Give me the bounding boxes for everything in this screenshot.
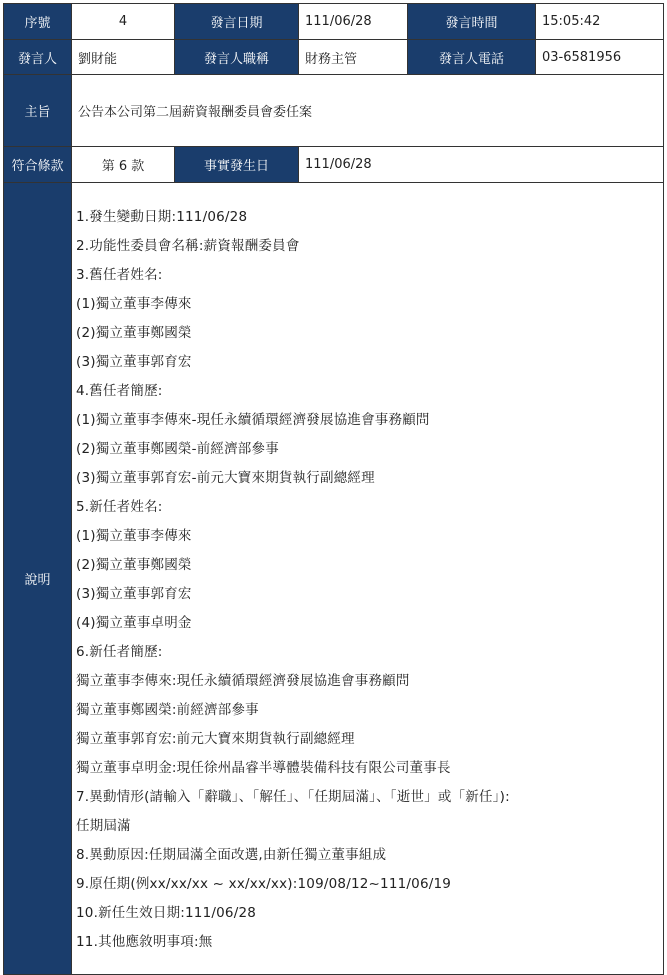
description-line: 獨立董事鄭國榮:前經濟部參事 xyxy=(76,702,259,718)
description-line: (3)獨立董事郭育宏 xyxy=(76,354,192,370)
description-line: 9.原任期(例xx/xx/xx ~ xx/xx/xx):109/08/12~111/06/19 xyxy=(76,876,452,892)
description-line: (4)獨立董事卓明金 xyxy=(76,615,192,631)
description-line: 3.舊任者姓名: xyxy=(76,267,163,283)
description-line: 8.異動原因:任期屆滿全面改選,由新任獨立董事組成 xyxy=(76,847,387,863)
row-description xyxy=(4,183,664,975)
announcement-table xyxy=(3,3,664,975)
event-date-value: 111/06/28 xyxy=(299,147,664,183)
speaker-label: 發言人 xyxy=(4,40,72,75)
description-line: (1)獨立董事李傳來-現任永續循環經濟發展協進會事務顧問 xyxy=(76,412,430,428)
speaker-title-value: 財務主管 xyxy=(299,40,408,75)
speaker-phone-label: 發言人電話 xyxy=(408,40,536,75)
subject-label: 主旨 xyxy=(4,75,72,147)
description-line: 任期屆滿 xyxy=(76,818,131,834)
speaker-value: 劉財能 xyxy=(72,40,175,75)
description-line: (2)獨立董事鄭國榮 xyxy=(76,325,192,341)
description-line: 4.舊任者簡歷: xyxy=(76,383,163,399)
description-line: 1.發生變動日期:111/06/28 xyxy=(76,209,248,225)
description-line: (3)獨立董事郭育宏-前元大寶來期貨執行副總經理 xyxy=(76,470,375,486)
subject-value: 公告本公司第二屆薪資報酬委員會委任案 xyxy=(72,75,664,147)
event-date-label: 事實發生日 xyxy=(175,147,299,183)
description-line: (1)獨立董事李傳來 xyxy=(76,528,192,544)
row-clause-event xyxy=(4,147,664,183)
description-line: (2)獨立董事鄭國榮 xyxy=(76,557,192,573)
description-body xyxy=(72,183,664,975)
description-line: 7.異動情形(請輸入「辭職」、「解任」、「任期屆滿」、「逝世」或「新任」): xyxy=(76,789,510,805)
row-seq-date-time xyxy=(4,4,664,40)
time-label: 發言時間 xyxy=(408,4,536,40)
description-line: 11.其他應敘明事項:無 xyxy=(76,934,213,950)
speaker-title-label: 發言人職稱 xyxy=(175,40,299,75)
seq-label: 序號 xyxy=(4,4,72,40)
description-line: 2.功能性委員會名稱:薪資報酬委員會 xyxy=(76,238,300,254)
description-line: 獨立董事李傳來:現任永續循環經濟發展協進會事務顧問 xyxy=(76,673,410,689)
clause-label: 符合條款 xyxy=(4,147,72,183)
description-label: 說明 xyxy=(4,183,72,975)
row-subject xyxy=(4,75,664,147)
date-value: 111/06/28 xyxy=(299,4,408,40)
description-line: 6.新任者簡歷: xyxy=(76,644,163,660)
time-value: 15:05:42 xyxy=(536,4,664,40)
description-line: (2)獨立董事鄭國榮-前經濟部參事 xyxy=(76,441,279,457)
clause-value: 第 6 款 xyxy=(72,147,175,183)
description-line: 獨立董事卓明金:現任徐州晶睿半導體裝備科技有限公司董事長 xyxy=(76,760,451,776)
date-label: 發言日期 xyxy=(175,4,299,40)
description-line: (1)獨立董事李傳來 xyxy=(76,296,192,312)
speaker-phone-value: 03-6581956 xyxy=(536,40,664,75)
row-speaker xyxy=(4,40,664,75)
description-line: 獨立董事郭育宏:前元大寶來期貨執行副總經理 xyxy=(76,731,355,747)
description-line: (3)獨立董事郭育宏 xyxy=(76,586,192,602)
description-line: 10.新任生效日期:111/06/28 xyxy=(76,905,257,921)
description-line: 5.新任者姓名: xyxy=(76,499,163,515)
seq-value: 4 xyxy=(72,4,175,40)
